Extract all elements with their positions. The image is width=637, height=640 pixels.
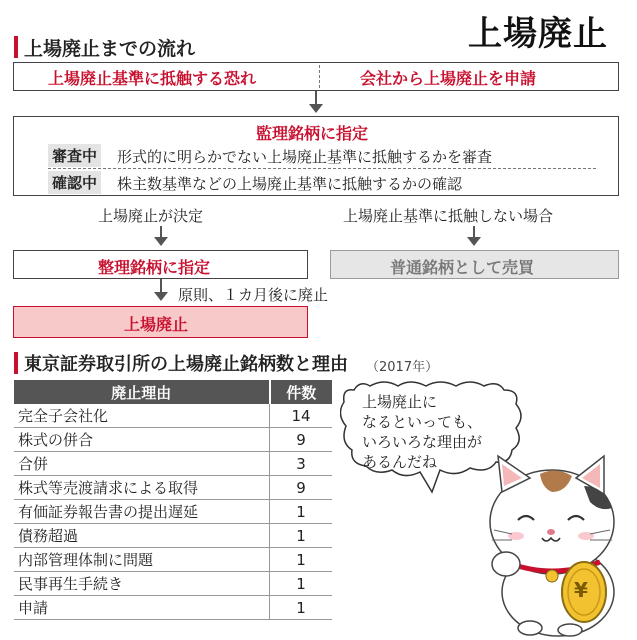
table-header-count: 件数 [270,380,332,404]
reason-cell: 民事再生手続き [14,572,270,596]
status-tag-review: 審査中 [48,144,101,167]
status-text-review: 形式的に明らかでない上場廃止基準に抵触するかを審査 [117,148,493,166]
stats-year-note: （2017年） [366,360,439,375]
cause-divider [319,65,320,88]
final-box-label: 上場廃止 [124,315,189,334]
speech-bubble-text [362,392,482,472]
maneki-neko-mascot [480,452,630,637]
table-header-row [14,380,332,404]
status-text-confirm: 株主数基準などの上場廃止基準に抵触するかの確認 [117,175,463,193]
count-cell: 1 [270,572,332,596]
reason-cell: 株式の併合 [14,428,270,452]
supervision-divider [48,168,596,169]
table-row [14,524,332,548]
reason-cell: 合併 [14,452,270,476]
flow-section-title: 上場廃止までの流れ [24,38,196,60]
reasons-table [14,380,332,620]
table-row [14,548,332,572]
cause-left: 上場廃止基準に抵触する恐れ [48,69,257,88]
table-row [14,452,332,476]
speech-line: いろいろな理由が [362,433,483,451]
reason-cell: 内部管理体制に問題 [14,548,270,572]
count-cell: 9 [270,476,332,500]
table-row [14,596,332,620]
count-cell: 14 [270,404,332,428]
branch-right-label: 上場廃止基準に抵触しない場合 [343,207,554,225]
reason-cell: 債務超過 [14,524,270,548]
cause-right: 会社から上場廃止を申請 [360,69,537,88]
speech-line: あるんだね [362,453,438,471]
count-cell: 3 [270,452,332,476]
table-row [14,572,332,596]
reason-cell: 有価証券報告書の提出遅延 [14,500,270,524]
coin-yen-symbol: ¥ [574,578,588,602]
page-title: 上場廃止 [468,14,608,54]
table-row [14,476,332,500]
speech-line: 上場廃止に [362,393,438,411]
flow-arrow-final-head [154,292,168,301]
stats-section-title: 東京証券取引所の上場廃止銘柄数と理由 [24,354,348,375]
stats-section-marker [14,352,18,374]
count-cell: 1 [270,596,332,620]
flow-arrow-final [160,279,162,293]
rule-label: 原則、１カ月後に廃止 [178,286,329,304]
table-row [14,428,332,452]
count-cell: 1 [270,524,332,548]
normal-box-label: 普通銘柄として売買 [390,258,535,277]
speech-line: なるといっても、 [362,413,483,431]
table-row [14,500,332,524]
flow-arrow-1-head [309,104,323,113]
count-cell: 9 [270,428,332,452]
reason-cell: 株式等売渡請求による取得 [14,476,270,500]
section-marker [14,36,18,58]
branch-left-label: 上場廃止が決定 [98,207,204,225]
reason-cell: 申請 [14,596,270,620]
table-row [14,404,332,428]
count-cell: 1 [270,548,332,572]
flow-arrow-1 [315,91,317,105]
status-tag-confirm: 確認中 [48,171,101,194]
supervision-title: 監理銘柄に指定 [256,124,369,143]
table-header-reason: 廃止理由 [14,380,270,404]
flow-arrow-right-head [467,237,481,246]
count-cell: 1 [270,500,332,524]
reason-cell: 完全子会社化 [14,404,270,428]
seiri-box-label: 整理銘柄に指定 [98,258,211,277]
flow-arrow-left-head [154,237,168,246]
